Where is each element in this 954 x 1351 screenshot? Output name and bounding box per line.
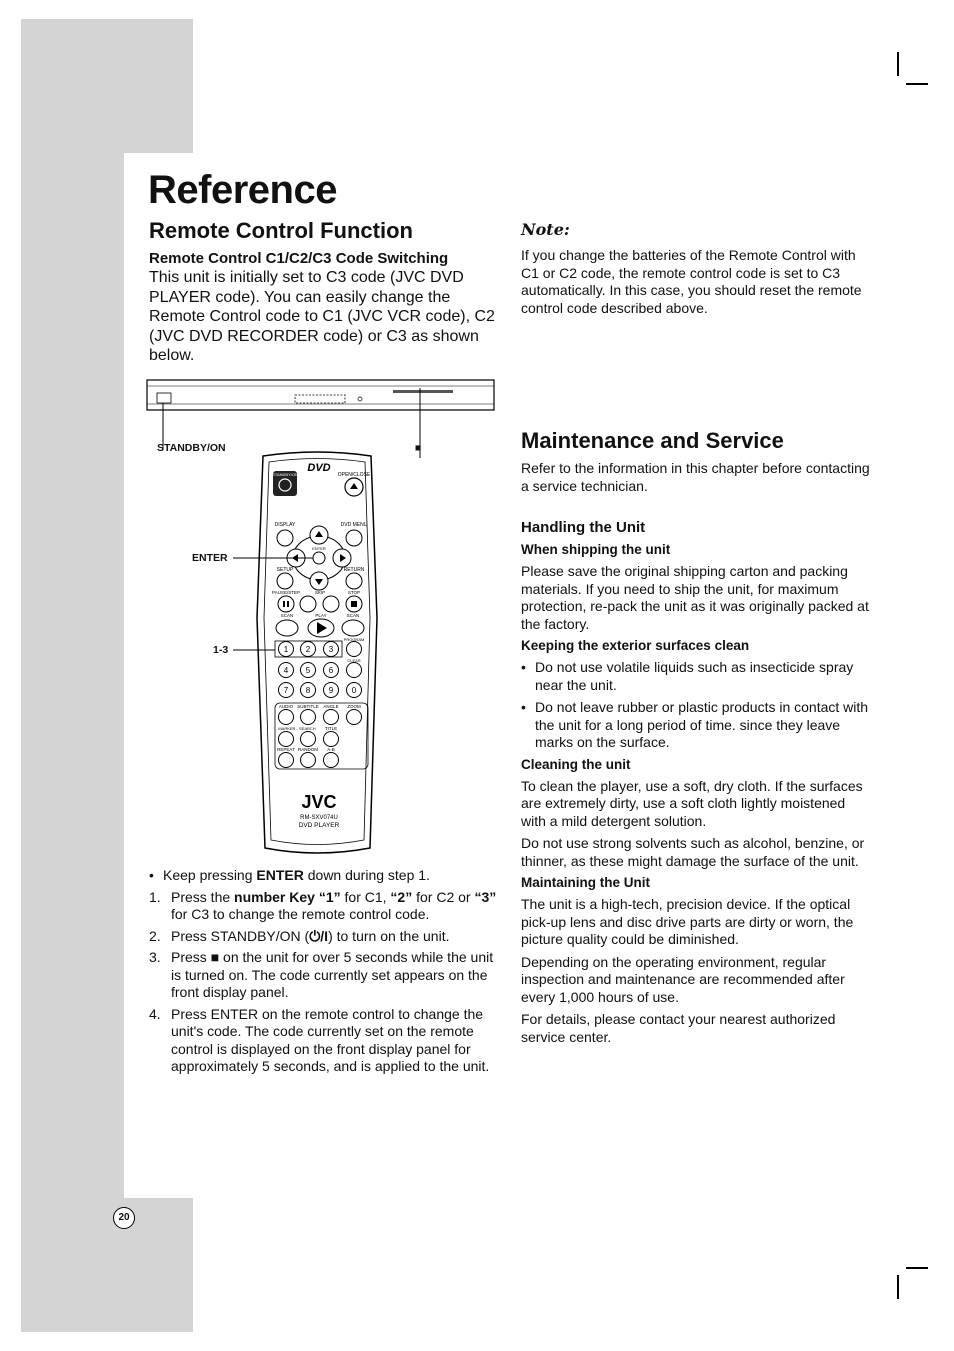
page-margin-top-block [21, 19, 193, 153]
remote-top-logo: DVD [307, 462, 331, 474]
maintenance-block [521, 460, 873, 1051]
remote-model: RM-SXV074U [300, 815, 338, 821]
remote-label-setup: SETUP [276, 567, 294, 573]
remote-key-1: 1 [283, 645, 289, 654]
remote-label-zoom: ZOOM [347, 704, 361, 709]
page-number: 20 [113, 1207, 135, 1229]
handling-heading: Handling the Unit [521, 519, 646, 536]
remote-key-3: 3 [328, 645, 334, 654]
step-4: 4. Press ENTER on the remote control to change the unit's code. The code currently set on the remote control is displayed on the front display panel for approximately 5 seconds, and is applied to the unit. [149, 1005, 490, 1074]
remote-label-random: RANDOM [298, 747, 318, 752]
remote-label-enter: ENTER [312, 546, 326, 551]
code-switching-subheading: Remote Control C1/C2/C3 Code Switching [149, 250, 449, 267]
remote-key-6: 6 [328, 666, 334, 675]
remote-label-title: TITLE [324, 726, 338, 731]
remote-key-5: 5 [305, 666, 311, 675]
crop-mark [906, 1267, 928, 1269]
note-title: Note: [521, 220, 570, 239]
remote-label-standby: STANDBY/ON [272, 472, 298, 477]
crop-mark [906, 83, 928, 85]
page-title: Reference [148, 168, 337, 212]
remote-key-9: 9 [328, 686, 334, 695]
exterior-bullet-1: • Do not use volatile liquids such as insecticide spray near the unit. [521, 659, 854, 693]
bullet-dot: • [521, 659, 526, 675]
remote-label-clear: CLEAR [347, 658, 361, 663]
remote-control-heading: Remote Control Function [149, 218, 413, 243]
remote-label-stop: STOP [347, 590, 361, 595]
remote-label-ab: A-B [327, 747, 335, 752]
remote-label-dvd-menu: DVD MENU [340, 522, 368, 528]
remote-label-play: PLAY [315, 613, 327, 618]
remote-label-return: RETURN [343, 567, 365, 573]
page-margin-bottom-block [21, 1198, 193, 1332]
figure-label-standby: STANDBY/ON [157, 442, 226, 454]
code-switching-steps [149, 867, 499, 1080]
maintaining-text-1: The unit is a high-tech, precision device. If the optical pick-up lens and disc drive parts are dirty or worn, the picture quality could be diminished. [521, 896, 854, 947]
remote-key-2: 2 [305, 645, 311, 654]
remote-label-display: DISPLAY [274, 522, 296, 528]
remote-label-marker-search: MARKER - SEARCH [278, 726, 316, 731]
remote-key-8: 8 [305, 686, 311, 695]
remote-key-4: 4 [283, 666, 289, 675]
step-1: 1. Press the number Key “1” for C1, “2” for C2 or “3” for C3 to change the remote control code. [149, 888, 497, 922]
note-block [521, 220, 873, 322]
remote-label-audio: AUDIO [278, 704, 294, 709]
remote-figure [145, 378, 500, 864]
remote-label-subtitle: SUBTITLE [297, 704, 319, 709]
stop-icon: ■ [210, 949, 220, 965]
figure-label-keys: 1-3 [213, 644, 229, 656]
step-3: 3. Press ■ on the unit for over 5 seconds while the unit is turned on. The code currently set appears on the front display panel. [149, 949, 494, 1000]
remote-label-scan-left: SCAN [280, 613, 294, 618]
maintenance-intro: Refer to the information in this chapter before contacting a service technician. [521, 460, 870, 494]
maintenance-heading: Maintenance and Service [521, 428, 784, 453]
maintaining-heading: Maintaining the Unit [521, 875, 650, 890]
remote-label-scan-right: SCAN [346, 613, 360, 618]
page-margin-left-strip [21, 153, 124, 1198]
exterior-bullet-2: • Do not leave rubber or plastic products in contact with the unit for a long period of time. since they leave marks on the surface. [521, 699, 869, 750]
note-text: If you change the batteries of the Remote Control with C1 or C2 code, the remote control code is set to C3 automatically. In this case, you should reset the remote control code described above. [521, 247, 862, 316]
cleaning-text-1: To clean the player, use a soft, dry cloth. If the surfaces are extremely dirty, use a soft cloth lightly moistened with a mild detergent solution. [521, 777, 863, 829]
crop-mark [897, 1275, 899, 1299]
cleaning-heading: Cleaning the unit [521, 756, 631, 772]
exterior-heading: Keeping the exterior surfaces clean [521, 638, 750, 653]
remote-key-0: 0 [351, 686, 357, 695]
remote-type: DVD PLAYER [298, 822, 340, 829]
bullet-dot: • [149, 867, 154, 883]
power-icon: ⏻/I [309, 927, 329, 944]
bullet-dot: • [521, 699, 526, 715]
step-2: 2. Press STANDBY/ON (⏻/I) to turn on the unit. [149, 927, 450, 944]
figure-label-stop: ■ [415, 442, 422, 454]
crop-mark [897, 52, 899, 76]
remote-brand-logo: JVC [301, 792, 337, 812]
maintaining-text-3: For details, please contact your nearest authorized service center. [521, 1011, 836, 1045]
remote-label-skip: SKIP [314, 590, 326, 595]
shipping-heading: When shipping the unit [521, 542, 671, 557]
remote-label-program: PROGRAM [343, 637, 365, 642]
cleaning-text-2: Do not use strong solvents such as alcohol, benzine, or thinner, as these might damage the surface of the unit. [521, 835, 865, 869]
remote-label-repeat: REPEAT [277, 747, 295, 752]
step-bullet: • Keep pressing ENTER down during step 1. [149, 867, 430, 883]
remote-key-7: 7 [283, 686, 289, 695]
figure-label-enter: ENTER [192, 552, 228, 564]
code-switching-intro: This unit is initially set to C3 code (JVC DVD PLAYER code). You can easily change the Remote Control code to C1 (JVC VCR code), C2 (JVC DVD RECORDER code) or C3 as shown below. [149, 269, 495, 364]
shipping-text: Please save the original shipping carton and packing materials. If you need to ship the unit, for maximum protection, re-pack the unit as it was originally packed at the factory. [521, 563, 869, 632]
remote-intro-block [149, 250, 501, 366]
remote-label-angle: ANGLE [323, 704, 339, 709]
remote-label-open-close: OPEN/CLOSE [337, 472, 371, 478]
remote-label-pause: PAUSE/STEP [272, 590, 300, 595]
maintaining-text-2: Depending on the operating environment, regular inspection and maintenance are recommended after every 1,000 hours of use. [521, 953, 845, 1005]
